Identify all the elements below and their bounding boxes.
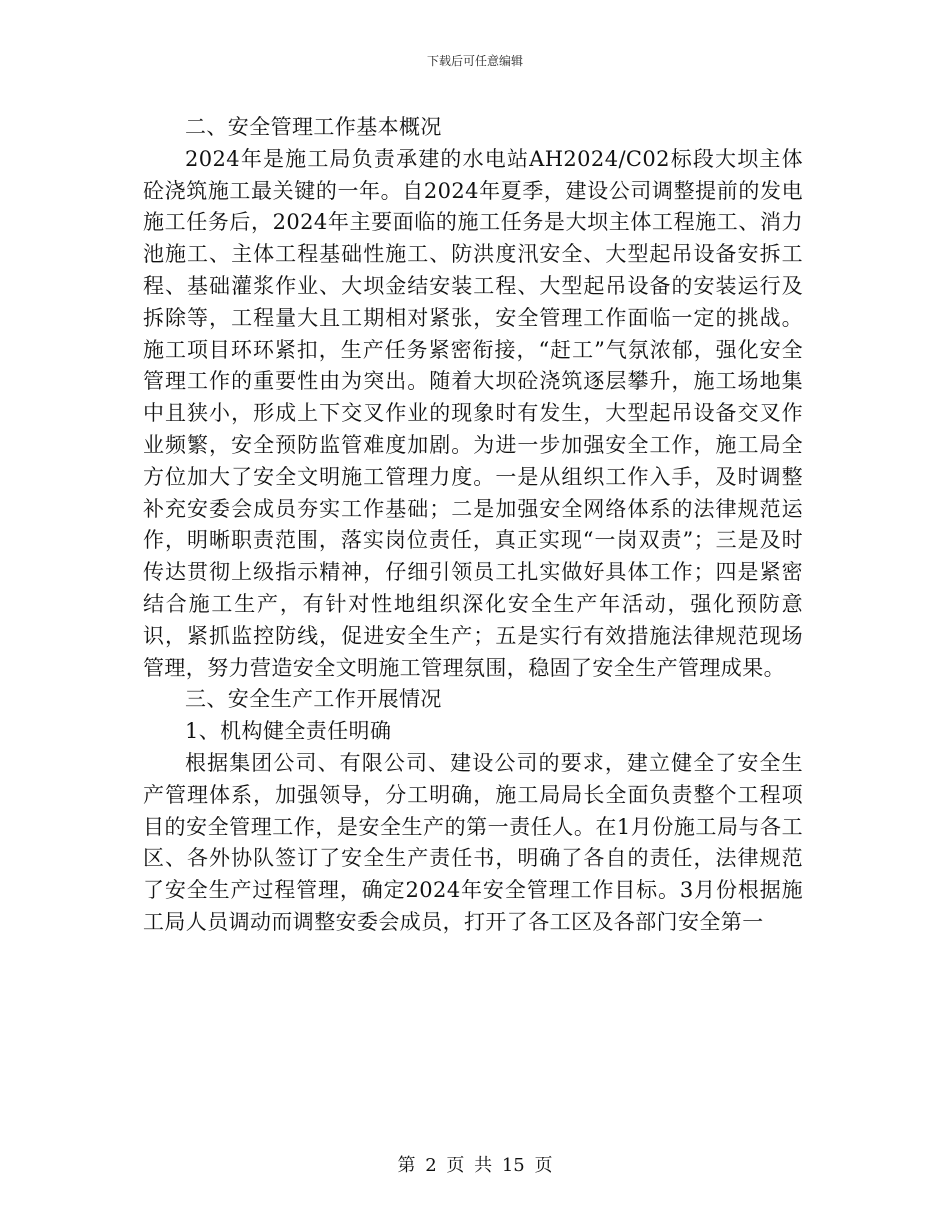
body-paragraph: 2024年是施工局负责承建的水电站AH2024/C02标段大坝主体砼浇筑施工最关键的一年。自2024年夏季，建设公司调整提前的发电施工任务后，2024年主要面临的施工任务是大坝主体工程施工、消力池施工、主体工程基础性施工、防洪度汛安全、大型起吊设备安拆工程、基础灌浆作业、大坝金结安装工程、大型起吊设备的安装运行及拆除等，工程量大且工期相对紧张，安全管理工作面临一定的挑战。施工项目环环紧扣，生产任务紧密衔接，“赶工”气氛浓郁，强化安全管理工作的重要性由为突出。随着大坝砼浇筑逐层攀升，施工场地集中且狭小，形成上下交叉作业的现象时有发生，大型起吊设备交叉作业频繁，安全预防监管难度加剧。为进一步加强安全工作，施工局全方位加大了安全文明施工管理力度。一是从组织工作入手，及时调整补充安委会成员夯实工作基础；二是加强安全网络体系的法律规范运作，明晰职责范围，落实岗位责任，真正实现“一岗双责”；三是及时传达贯彻上级指示精神，仔细引领员工扎实做好具体工作；四是紧密结合施工生产，有针对性地组织深化安全生产年活动，强化预防意识，紧抓监控防线，促进安全生产；五是实行有效措施法律规范现场管理，努力营造安全文明施工管理氛围，稳固了安全生产管理成果。 — [143, 146, 803, 680]
document-body — [143, 112, 803, 939]
page-number: 第 2 页 共 15 页 — [397, 1155, 553, 1176]
page-header-note: 下载后可任意编辑 — [426, 54, 523, 68]
body-paragraph: 根据集团公司、有限公司、建设公司的要求，建立健全了安全生产管理体系，加强领导，分工明确，施工局局长全面负责整个工程项目的安全管理工作，是安全生产的第一责任人。在1月份施工局与各工区、各外协队签订了安全生产责任书，明确了各自的责任，法律规范了安全生产过程管理，确定2024年安全管理工作目标。3月份根据施工局人员调动而调整安委会成员，打开了各工区及各部门安全第一 — [143, 750, 803, 934]
section-heading-3: 三、安全生产工作开展情况 — [185, 687, 442, 712]
subsection-heading: 1、机构健全责任明确 — [185, 719, 392, 744]
section-heading-2: 二、安全管理工作基本概况 — [185, 115, 442, 139]
